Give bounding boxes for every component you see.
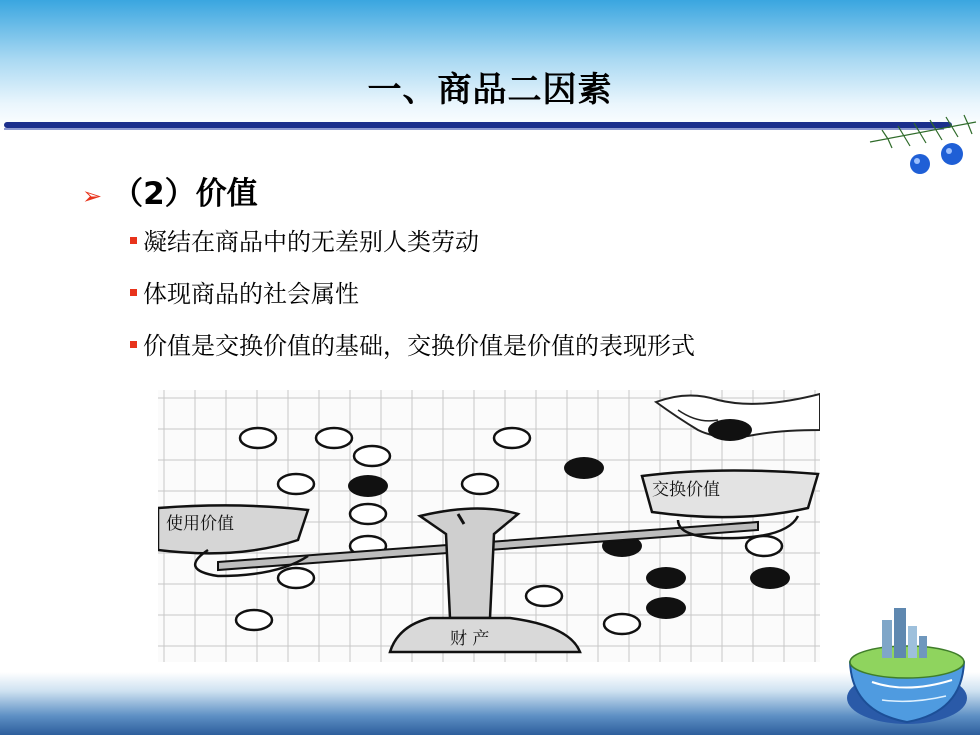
square-bullet-icon xyxy=(130,289,137,296)
bullet-text: 价值是交换价值的基础，交换价值是价值的表现形式 xyxy=(143,332,695,360)
bullet-text: 体现商品的社会属性 xyxy=(143,280,359,308)
bullet-list xyxy=(130,224,695,380)
bullet-text: 凝结在商品中的无差别人类劳动 xyxy=(143,228,479,256)
title-rule-shadow xyxy=(4,128,944,130)
list-item xyxy=(130,276,695,328)
footer-band xyxy=(0,672,980,735)
slide-title: 一、商品二因素 xyxy=(367,70,613,110)
square-bullet-icon xyxy=(130,341,137,348)
list-item xyxy=(130,224,695,276)
section-heading-text: （2）价值 xyxy=(112,176,258,212)
base-label: 财 产 xyxy=(450,629,490,649)
pine-ornament-icon xyxy=(868,112,978,182)
left-pan-label: 使用价值 xyxy=(166,514,234,534)
section-heading xyxy=(82,168,258,213)
square-bullet-icon xyxy=(130,237,137,244)
right-pan-label: 交换价值 xyxy=(652,480,720,500)
scale-go-board-illustration xyxy=(158,390,820,662)
list-item xyxy=(130,328,695,380)
arrow-bullet-icon: ➢ xyxy=(82,182,103,210)
globe-decoration-icon xyxy=(842,600,972,730)
